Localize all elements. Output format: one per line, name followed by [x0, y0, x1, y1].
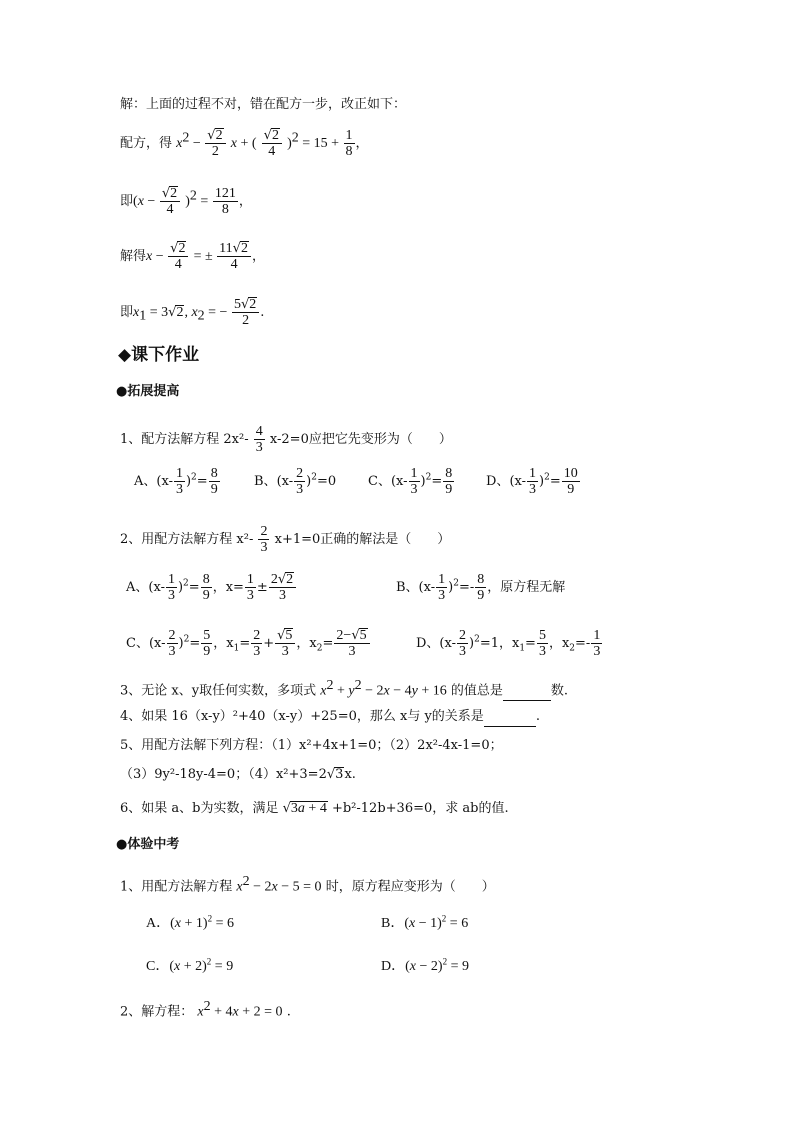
homework-title: ◆课下作业: [118, 345, 200, 365]
e1-option-b: B．$(x - 1)^2 = 6$: [381, 913, 469, 931]
q1-stem: 1、配方法解方程 2x²- $\frac{4}{3}$ x-2=0应把它先变形为（ ）: [120, 424, 452, 455]
solution-step1: 配方，得 $x^2$ − $\frac{√2}{2}$ x + ( $\frac{√2}{4}$ )$^2$ = 15 + $\frac{1}{8}$ ，: [120, 128, 369, 159]
q1-option-d: D、(x- $\frac{1}{3}$ )$^2$= $\frac{10}{9}$: [486, 466, 578, 497]
q1-option-c: C、(x- $\frac{1}{3}$ )$^2$= $\frac{8}{9}$: [368, 466, 453, 497]
q1-option-a: A、(x- $\frac{1}{3}$ )$^2$= $\frac{8}{9}$: [134, 466, 218, 497]
solution-step4: 即$x_1 = 3√2$, $x_2$ = − $\frac{5√2}{2}$ .: [120, 297, 265, 328]
e1-option-c: C．$(x + 2)^2 = 9$: [146, 956, 234, 974]
q3: 3、无论 x、y取任何实数，多项式 $x^2 + y^2 - 2x - 4y + 16$ 的值总是 数.: [120, 677, 568, 701]
section-exam: ●体验中考: [116, 837, 180, 852]
e1-option-a: A．$(x + 1)^2 = 6$: [146, 913, 234, 931]
q2-option-a: A、(x- $\frac{1}{3}$ )$^2$= $\frac{8}{9}$ ，x= $\frac{1}{3}$ ± $\frac{2√2}{3}$: [126, 572, 297, 603]
q2-option-c: C、(x- $\frac{2}{3}$ )$^2$= $\frac{5}{9}$ ，$x_1=$ $\frac{2}{3}$ + $\frac{√5}{3}$ ，$x_2=$ $\frac{2-√5}{3}$: [126, 628, 371, 659]
solution-intro: 解：上面的过程不对，错在配方一步，改正如下：: [120, 97, 407, 112]
q5-line2: （3）9y²-18y-4=0；（4）x²+3=2√3x.: [120, 767, 356, 782]
solution-step3: 解得x − $\frac{√2}{4}$ = ± $\frac{11√2}{4}$ ，: [120, 241, 265, 272]
q1-option-b: B、(x- $\frac{2}{3}$ )$^2$=0: [254, 466, 337, 497]
q4: 4、如果 16（x-y）²+40（x-y）+25=0，那么 x与 y的关系是 .: [120, 708, 540, 727]
e1-stem: 1、用配方法解方程 $x^2 - 2x - 5 = 0$ 时，原方程应变形为（ ）: [120, 874, 495, 895]
q2-stem: 2、用配方法解方程 x²- $\frac{2}{3}$ x+1=0正确的解法是（ ）: [120, 524, 451, 555]
q6: 6、如果 a、b为实数，满足 √3a + 4 +b²-12b+36=0，求 ab的值.: [120, 801, 509, 816]
q2-option-d: D、(x- $\frac{2}{3}$ )$^2$=1，$x_1=$ $\frac{5}{3}$ ，$x_2=-$ $\frac{1}{3}$: [416, 628, 601, 659]
q2-option-b: B、(x- $\frac{1}{3}$ )$^2$=- $\frac{8}{9}$ ，原方程无解: [396, 572, 566, 603]
e1-option-d: D．$(x - 2)^2 = 9$: [381, 956, 469, 974]
e2: 2、解方程： $x^2 + 4x + 2 = 0$ .: [120, 999, 291, 1020]
solution-step2: 即(x − $\frac{√2}{4}$ )$^2$ = $\frac{121}{8}$ ，: [120, 186, 252, 217]
q5-line1: 5、用配方法解下列方程：（1）x²+4x+1=0；（2）2x²-4x-1=0；: [120, 738, 503, 753]
section-extend: ●拓展提高: [116, 384, 180, 399]
